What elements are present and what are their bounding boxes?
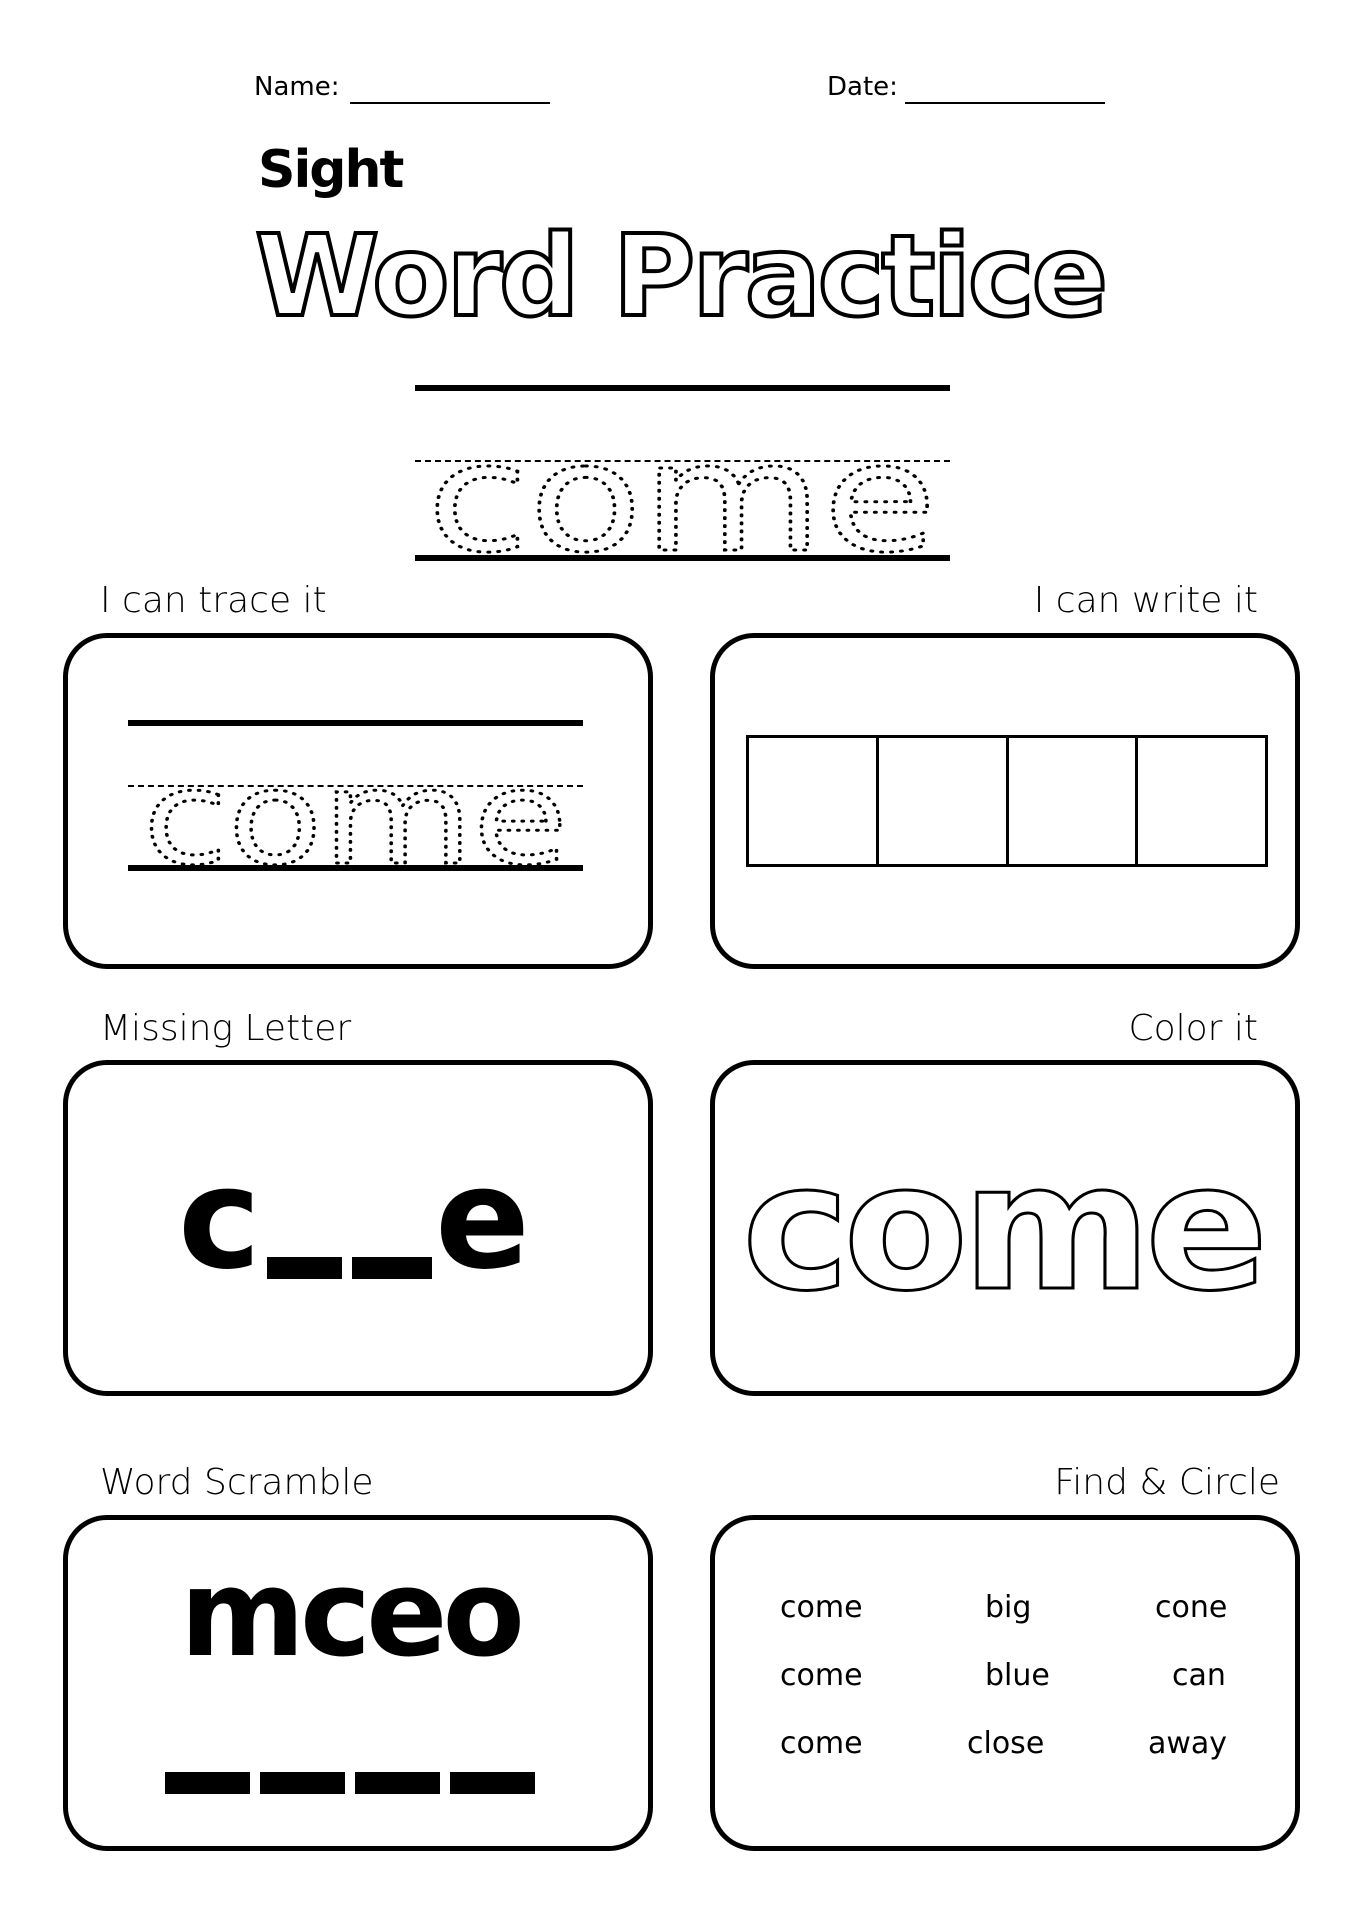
svg-text:come: come (427, 440, 937, 560)
main-top-line (415, 385, 950, 391)
label-scramble: Word Scramble (100, 1462, 374, 1503)
find-word[interactable]: cone (1155, 1590, 1228, 1625)
main-trace-word (415, 440, 950, 560)
write-box[interactable] (749, 738, 879, 864)
name-field[interactable] (350, 102, 550, 104)
svg-text:come: come (143, 765, 568, 875)
date-label: Date: (827, 72, 898, 102)
svg-text:come: come (742, 1150, 1262, 1300)
title-word-practice-text: Word Practice (255, 212, 1105, 340)
svg-text:mceo: mceo (180, 1555, 521, 1665)
date-field[interactable] (905, 102, 1105, 104)
trace-base-line (128, 865, 583, 871)
label-trace: I can trace it (100, 580, 327, 621)
label-missing: Missing Letter (100, 1008, 352, 1049)
trace-word[interactable] (128, 765, 583, 875)
write-box[interactable] (1138, 738, 1265, 864)
missing-blank-2[interactable] (352, 1257, 432, 1279)
panel-missing (63, 1060, 653, 1396)
label-write: I can write it (1033, 580, 1258, 621)
label-find: Find & Circle (1054, 1462, 1280, 1503)
label-color: Color it (1128, 1008, 1258, 1049)
find-word[interactable]: close (967, 1726, 1045, 1761)
find-word[interactable]: can (1172, 1658, 1226, 1693)
scramble-blank-4[interactable] (450, 1772, 535, 1794)
find-word[interactable]: come (780, 1590, 863, 1625)
main-base-line (415, 555, 950, 561)
write-box[interactable] (879, 738, 1009, 864)
scramble-word (180, 1555, 540, 1665)
scramble-blank-3[interactable] (355, 1772, 440, 1794)
missing-last-letter: e (435, 1138, 528, 1301)
find-word[interactable]: come (780, 1726, 863, 1761)
title-sight: Sight (258, 140, 403, 200)
missing-first-letter: c (178, 1138, 259, 1301)
missing-blank-1[interactable] (267, 1257, 342, 1279)
find-word[interactable]: blue (985, 1658, 1050, 1693)
write-box[interactable] (1009, 738, 1139, 864)
scramble-blank-1[interactable] (165, 1772, 250, 1794)
find-word[interactable]: away (1148, 1726, 1228, 1761)
name-label: Name: (254, 72, 340, 102)
find-word[interactable]: come (780, 1658, 863, 1693)
scramble-blank-2[interactable] (260, 1772, 345, 1794)
color-word[interactable] (740, 1150, 1270, 1300)
title-word-practice (255, 205, 1115, 340)
find-word[interactable]: big (985, 1590, 1032, 1625)
write-boxes (746, 735, 1268, 867)
trace-top-line (128, 720, 583, 726)
